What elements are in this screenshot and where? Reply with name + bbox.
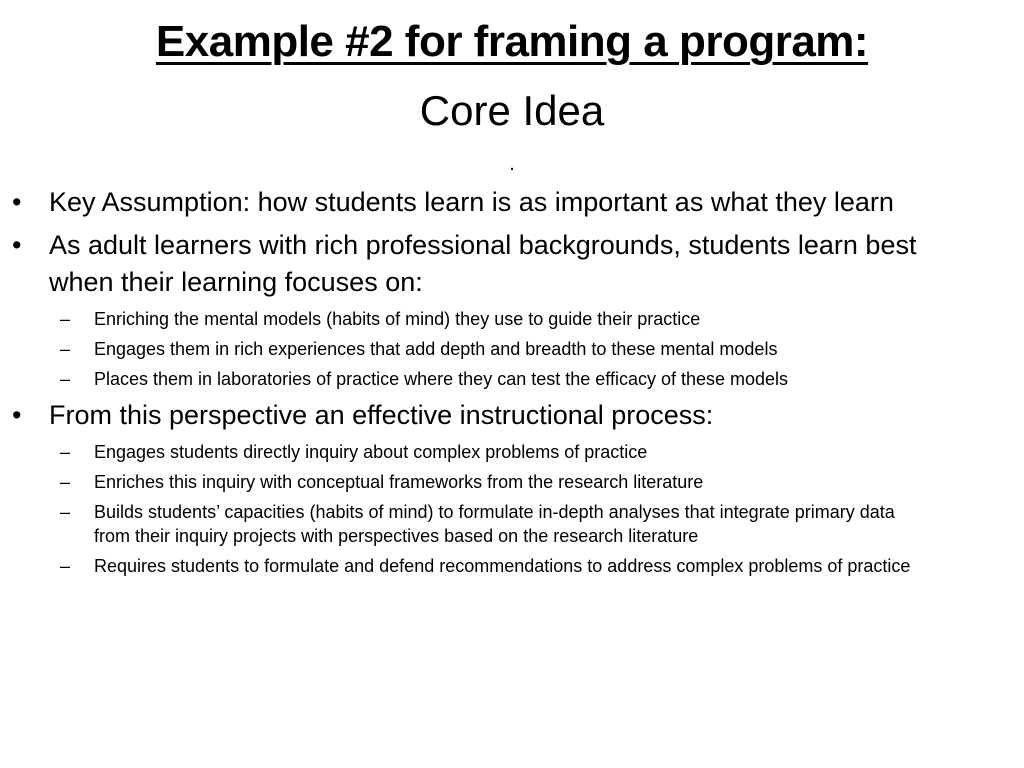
bullet-text: As adult learners with rich professional backgrounds, students learn best when their learning focuses on: — [49, 230, 917, 297]
dash-marker: – — [60, 472, 71, 492]
sub-bullet-text: Engages students directly inquiry about complex problems of practice — [94, 442, 648, 462]
slide-title: Example #2 for framing a program: — [155, 17, 869, 66]
dash-marker: – — [60, 502, 71, 522]
dash-marker: – — [60, 339, 71, 359]
dash-marker: – — [60, 556, 71, 576]
dash-marker: – — [60, 309, 71, 329]
dash-marker: – — [60, 369, 71, 389]
bullet-marker: • — [12, 230, 22, 260]
bullet-marker: • — [12, 187, 22, 217]
subtitle-mark: . — [509, 153, 515, 175]
slide-body — [0, 184, 1024, 584]
sub-bullet-text: Enriching the mental models (habits of mind) they use to guide their practice — [94, 309, 701, 329]
bullet-list — [0, 184, 1024, 578]
sub-bullet-text: Places them in laboratories of practice where they can test the efficacy of these models — [94, 369, 789, 389]
sub-bullet-item — [0, 307, 1024, 331]
sub-bullet-item — [0, 554, 1024, 578]
sub-bullet-list — [0, 440, 1024, 578]
sub-bullet-group — [0, 307, 1024, 391]
bullet-text: Key Assumption: how students learn is as important as what they learn — [49, 187, 894, 217]
sub-bullet-item — [0, 500, 1024, 548]
slide-subtitle: Core Idea — [419, 87, 605, 134]
sub-bullet-item — [0, 367, 1024, 391]
sub-bullet-item — [0, 337, 1024, 361]
bullet-item — [0, 184, 1024, 221]
sub-bullet-group — [0, 440, 1024, 578]
bullet-marker: • — [12, 400, 22, 430]
bullet-item — [0, 227, 1024, 301]
sub-bullet-item — [0, 470, 1024, 494]
bullet-item — [0, 397, 1024, 434]
sub-bullet-list — [0, 307, 1024, 391]
sub-bullet-text: Engages them in rich experiences that add depth and breadth to these mental models — [94, 339, 778, 359]
sub-bullet-text: Builds students’ capacities (habits of mind) to formulate in-depth analyses that integrate primary data from their inquiry projects with perspectives based on the research literature — [94, 502, 895, 546]
bullet-text: From this perspective an effective instructional process: — [49, 400, 714, 430]
sub-bullet-item — [0, 440, 1024, 464]
dash-marker: – — [60, 442, 71, 462]
sub-bullet-text: Enriches this inquiry with conceptual frameworks from the research literature — [94, 472, 704, 492]
sub-bullet-text: Requires students to formulate and defend recommendations to address complex problems of practice — [94, 556, 911, 576]
